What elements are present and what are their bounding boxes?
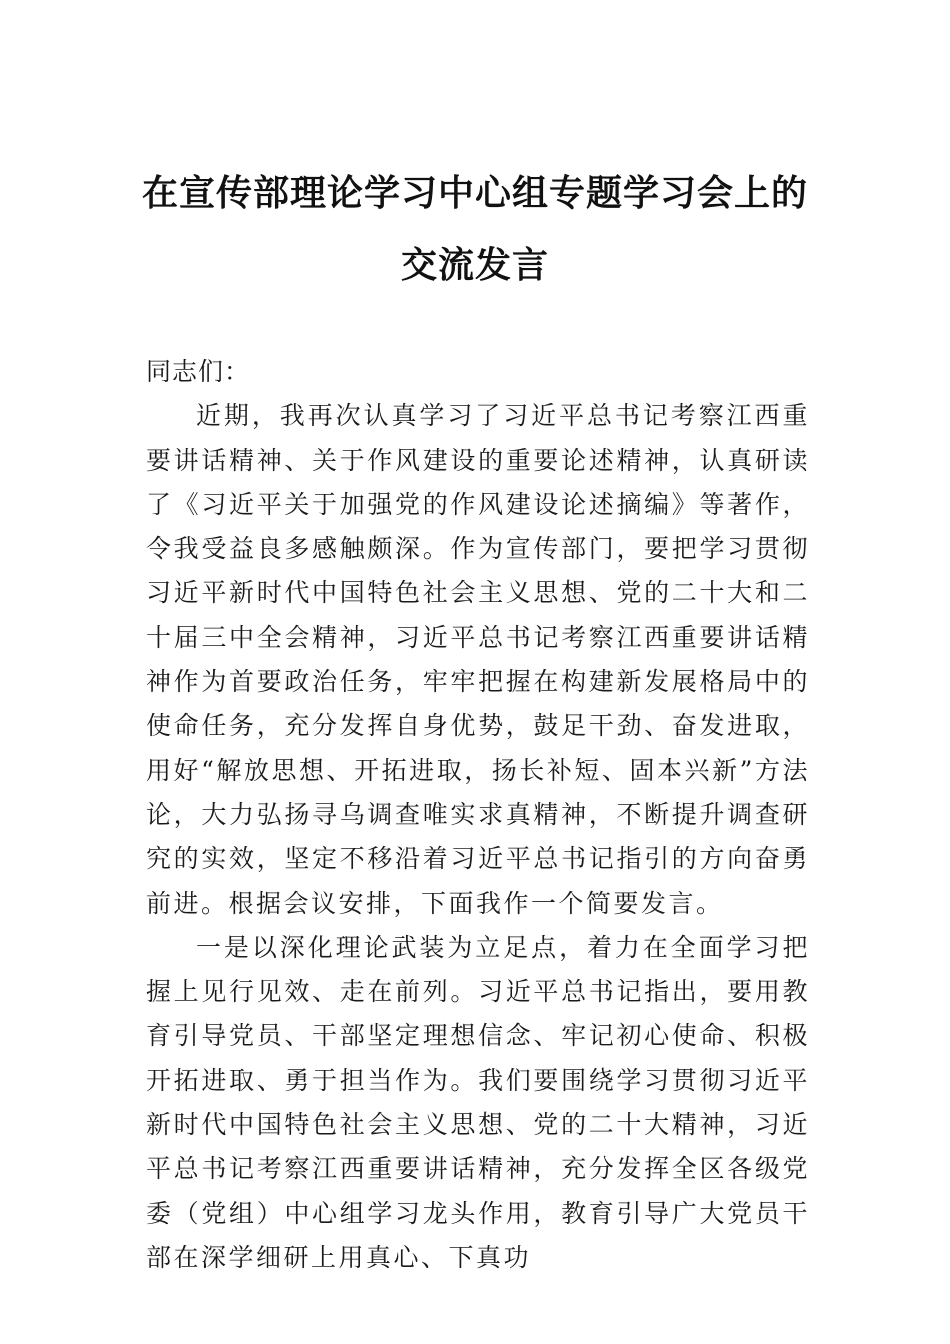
salutation: 同志们： bbox=[146, 357, 251, 386]
document-body bbox=[146, 350, 810, 1280]
paragraph-2: 一是以深化理论武装为立足点，着力在全面学习把握上见行见效、走在前列。习近平总书记指出，要用教育引导党员、干部坚定理想信念、牢记初心使命、积极开拓进取、勇于担当作为。我们要围绕学习贯彻习近平新时代中国特色社会主义思想、党的二十大精神，习近平总书记考察江西重要讲话精神，充分发挥全区各级党委（党组）中心组学习龙头作用，教育引导广大党员干部在深学细研上用真心、下真功 bbox=[146, 932, 810, 1272]
paragraph-1: 近期，我再次认真学习了习近平总书记考察江西重要讲话精神、关于作风建设的重要论述精神，认真研读了《习近平关于加强党的作风建设论述摘编》等著作，令我受益良多感触颇深。作为宣传部门，要把学习贯彻习近平新时代中国特色社会主义思想、党的二十大和二十届三中全会精神，习近平总书记考察江西重要讲话精神作为首要政治任务，牢牢把握在构建新发展格局中的使命任务，充分发挥自身优势，鼓足干劲、奋发进取，用好“解放思想、开拓进取，扬长补短、固本兴新”方法论，大力弘扬寻乌调查唯实求真精神，不断提升调查研究的实效，坚定不移沿着习近平总书记指引的方向奋勇前进。根据会议安排，下面我作一个简要发言。 bbox=[146, 401, 810, 918]
document-title-line-1: 在宣传部理论学习中心组专题学习会上的 bbox=[141, 172, 808, 214]
document-title-line-2: 交流发言 bbox=[400, 244, 549, 286]
